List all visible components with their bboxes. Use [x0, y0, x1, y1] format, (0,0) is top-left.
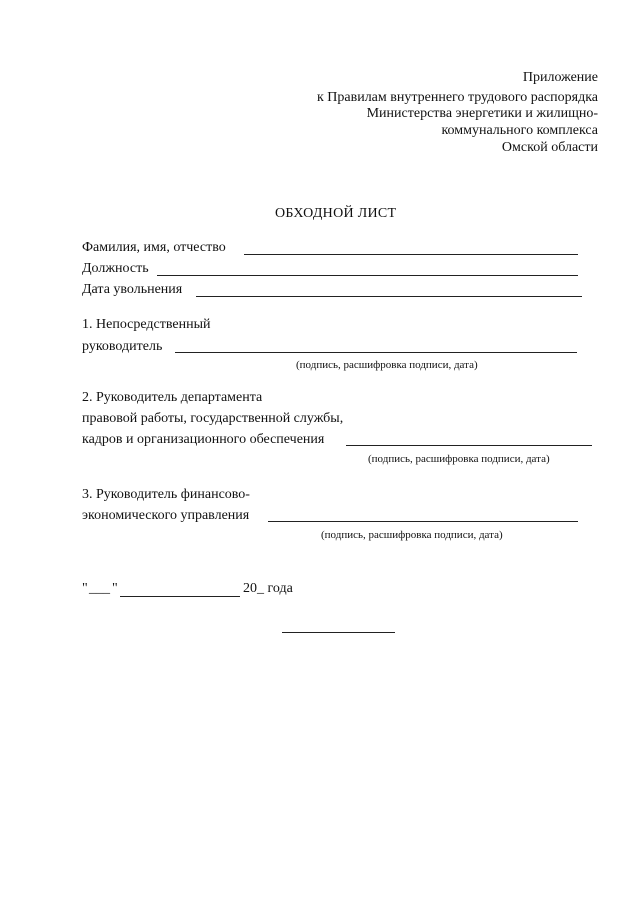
- field-line-fio[interactable]: [244, 254, 578, 255]
- section-3-line-2: экономического управления: [82, 508, 250, 523]
- header-line-1: Приложение: [522, 70, 598, 85]
- section-2-caption: (подпись, расшифровка подписи, дата): [368, 453, 550, 465]
- header-line-4: коммунального комплекса: [441, 123, 598, 138]
- field-line-dismissal-date[interactable]: [196, 296, 582, 297]
- section-1-signature-line[interactable]: [175, 352, 577, 353]
- date-year: 20_ года: [243, 581, 293, 596]
- header-line-5: Омской области: [501, 140, 598, 155]
- section-2-signature-line[interactable]: [346, 445, 592, 446]
- section-2-line-3: кадров и организационного обеспечения: [82, 432, 325, 447]
- section-1-line-1: 1. Непосредственный: [82, 317, 211, 332]
- date-month-line[interactable]: [120, 596, 240, 597]
- section-3-signature-line[interactable]: [268, 521, 578, 522]
- date-day-blank[interactable]: ___: [89, 581, 110, 596]
- section-3-caption: (подпись, расшифровка подписи, дата): [321, 529, 503, 541]
- field-label-dismissal-date: Дата увольнения: [82, 282, 183, 297]
- section-2-line-2: правовой работы, государственной службы,: [82, 411, 344, 426]
- section-3-line-1: 3. Руководитель финансово-: [82, 487, 250, 502]
- closing-separator: [282, 632, 395, 633]
- field-line-position[interactable]: [157, 275, 578, 276]
- page-title: ОБХОДНОЙ ЛИСТ: [275, 206, 397, 221]
- date-open-quote: ": [82, 581, 88, 596]
- header-line-2: к Правилам внутреннего трудового распорядка: [316, 90, 598, 105]
- field-label-fio: Фамилия, имя, отчество: [82, 240, 226, 255]
- date-close-quote: ": [112, 581, 118, 596]
- section-1-line-2: руководитель: [82, 339, 163, 354]
- header-line-3: Министерства энергетики и жилищно-: [366, 106, 598, 121]
- section-2-line-1: 2. Руководитель департамента: [82, 390, 263, 405]
- field-label-position: Должность: [82, 261, 149, 276]
- section-1-caption: (подпись, расшифровка подписи, дата): [296, 359, 478, 371]
